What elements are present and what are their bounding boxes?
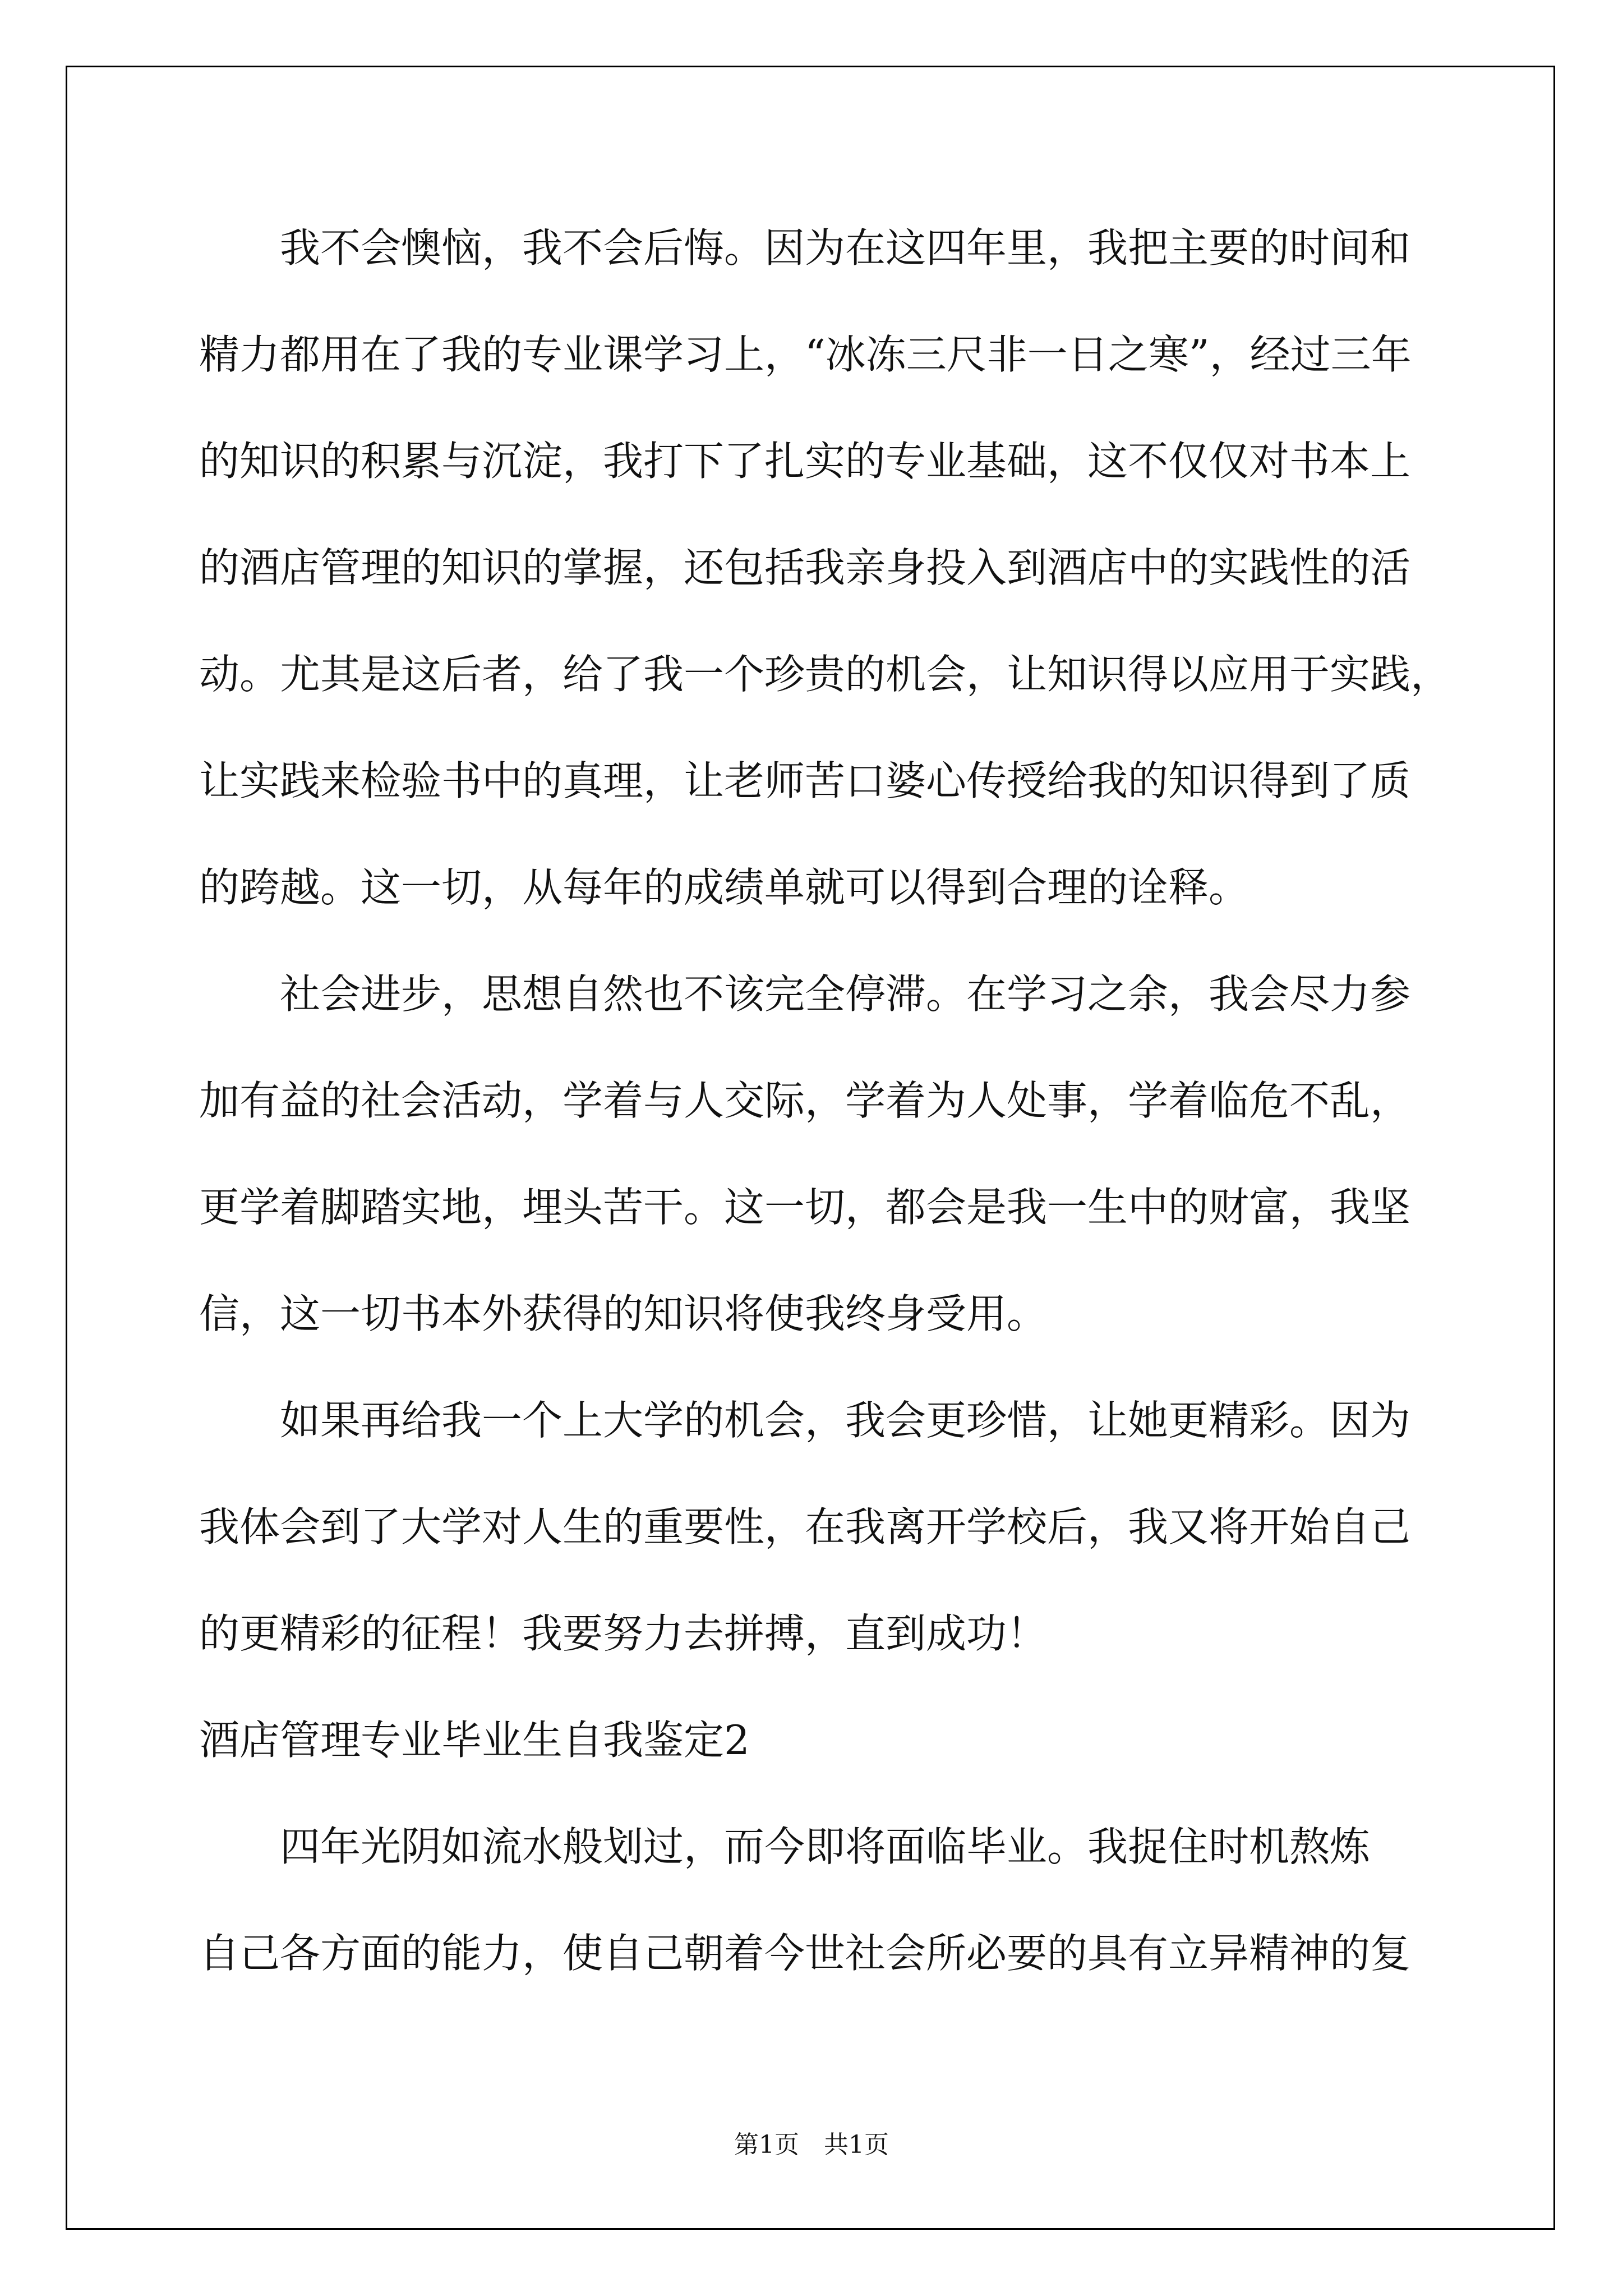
text-line: 如果再给我一个上大学的机会，我会更珍惜，让她更精彩。因为 [199,1397,1411,1444]
text-line: 的更精彩的征程！我要努力去拼搏，直到成功！ [199,1610,1048,1657]
text-line: 更学着脚踏实地，埋头苦干。这一切，都会是我一生中的财富，我坚 [199,1184,1411,1231]
text-line: 加有益的社会活动，学着与人交际，学着为人处事，学着临危不乱， [199,1077,1411,1124]
section-heading: 酒店管理专业毕业生自我鉴定2 [199,1717,750,1764]
text-line: 我体会到了大学对人生的重要性，在我离开学校后，我又将开始自己 [199,1503,1411,1550]
page-number: 第1页 共1页 [734,2131,889,2159]
text-line: 动。尤其是这后者，给了我一个珍贵的机会，让知识得以应用于实践， [199,651,1451,698]
text-line: 的跨越。这一切，从每年的成绩单就可以得到合理的诠释。 [199,864,1249,911]
text-line: 让实践来检验书中的真理，让老师苦口婆心传授给我的知识得到了质 [199,757,1411,804]
text-line: 我不会懊恼，我不会后悔。因为在这四年里，我把主要的时间和 [199,224,1411,272]
text-line: 的酒店管理的知识的掌握，还包括我亲身投入到酒店中的实践性的活 [199,544,1411,591]
text-line: 精力都用在了我的专业课学习上，“冰冻三尺非一日之寒”，经过三年 [199,331,1412,378]
text-line: 社会进步，思想自然也不该完全停滞。在学习之余，我会尽力参 [199,970,1411,1018]
text-line: 的知识的积累与沉淀，我打下了扎实的专业基础，这不仅仅对书本上 [199,438,1411,485]
text-line: 自己各方面的能力，使自己朝着今世社会所必要的具有立异精神的复 [199,1930,1411,1977]
text-line: 信，这一切书本外获得的知识将使我终身受用。 [199,1290,1048,1337]
page-border [66,66,1555,2230]
text-line: 四年光阴如流水般划过，而今即将面临毕业。我捉住时机熬炼 [199,1823,1371,1870]
